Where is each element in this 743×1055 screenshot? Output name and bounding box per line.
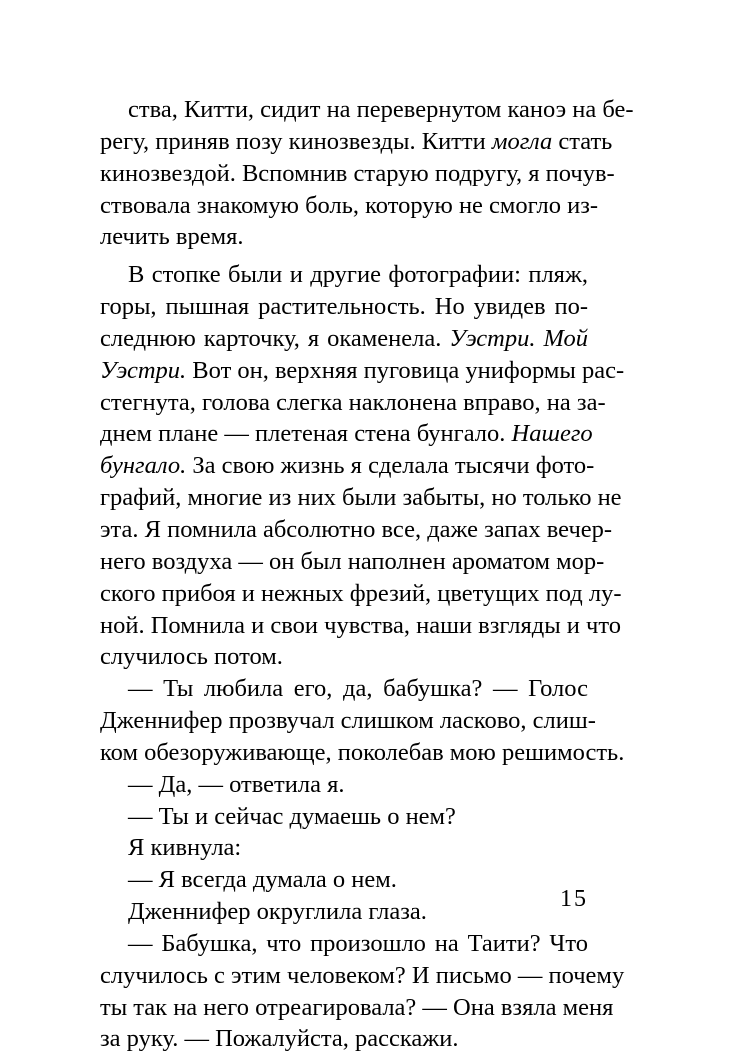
text-line	[100, 259, 588, 291]
text-run: В стопке были и другие фотографии: пляж,	[128, 261, 588, 289]
text-line	[100, 801, 588, 833]
text-line	[100, 864, 588, 896]
text-line	[100, 641, 588, 673]
text-run: графий, многие из них были забыты, но только не	[100, 484, 622, 512]
text-line	[100, 221, 588, 253]
text-run: случилось с этим человеком? И письмо — почему	[100, 961, 625, 989]
text-run: стать	[552, 127, 613, 155]
text-run: ствовала знакомую боль, которую не смогло из-	[100, 191, 599, 219]
text-run: горы, пышная растительность. Но увидев по-	[100, 293, 588, 321]
text-line	[100, 546, 605, 578]
text-line	[100, 832, 588, 864]
text-line	[100, 482, 622, 514]
text-line	[100, 514, 613, 546]
text-line	[100, 323, 588, 355]
text-run: За свою жизнь я сделала тысячи фото-	[186, 452, 595, 480]
text-line	[100, 610, 621, 642]
text-line	[100, 737, 625, 769]
text-run: Вот он, верхняя пуговица униформы рас-	[186, 356, 625, 384]
text-run: — Да, — ответила я.	[128, 770, 345, 798]
text-line	[100, 450, 595, 482]
text-line	[100, 190, 599, 222]
text-run: эта. Я помнила абсолютно все, даже запах вечер-	[100, 515, 613, 543]
paragraph	[100, 94, 634, 253]
text-run: Я кивнула:	[128, 834, 242, 862]
text-line	[100, 992, 614, 1024]
text-run: — Ты любила его, да, бабушка? — Голос	[128, 675, 588, 703]
paragraph	[100, 259, 625, 673]
paragraph	[100, 769, 588, 801]
text-run: случилось потом.	[100, 643, 283, 671]
body-text	[100, 94, 634, 1055]
italic-text: Нашего	[511, 420, 593, 448]
text-line	[100, 769, 588, 801]
text-line	[100, 578, 622, 610]
italic-text: Уэстри. Мой	[449, 324, 589, 352]
text-run: ком обезоруживающе, поколебав мою решимость.	[100, 738, 625, 766]
text-run: — Я всегда думала о нем.	[128, 866, 397, 894]
text-line	[100, 355, 625, 387]
italic-text: бунгало.	[100, 452, 187, 480]
italic-text: Уэстри.	[100, 356, 187, 384]
text-line	[100, 673, 588, 705]
text-run: следнюю карточку, я окаменела.	[100, 324, 450, 352]
paragraph	[100, 896, 588, 928]
text-run: Дженнифер прозвучал слишком ласково, слиш-	[100, 707, 596, 735]
text-run: ства, Китти, сидит на перевернутом каноэ на бе-	[128, 96, 634, 123]
text-line	[100, 94, 634, 126]
text-run: него воздуха — он был наполнен ароматом мор-	[100, 547, 605, 575]
paragraph	[100, 864, 588, 896]
text-line	[100, 158, 615, 190]
paragraph	[100, 928, 625, 1055]
text-run: регу, приняв позу кинозвезды. Китти	[100, 127, 492, 155]
paragraph	[100, 673, 625, 769]
text-line	[100, 387, 606, 419]
text-line	[100, 126, 613, 158]
paragraph	[100, 801, 588, 833]
text-run: ной. Помнила и свои чувства, наши взгляды и что	[100, 611, 621, 639]
text-run: за руку. — Пожалуйста, расскажи.	[100, 1025, 459, 1053]
text-run: — Бабушка, что произошло на Таити? Что	[128, 929, 588, 957]
text-run: Дженнифер округлила глаза.	[128, 898, 427, 926]
text-run: ты так на него отреагировала? — Она взяла меня	[100, 993, 614, 1021]
italic-text: могла	[491, 127, 553, 155]
text-run: — Ты и сейчас думаешь о нем?	[128, 802, 456, 830]
text-run: лечить время.	[100, 223, 244, 251]
text-line	[100, 291, 588, 323]
text-line	[100, 960, 625, 992]
text-line	[100, 1023, 588, 1055]
text-run: ского прибоя и нежных фрезий, цветущих под лу-	[100, 579, 622, 607]
paragraph	[100, 832, 588, 864]
text-line	[100, 418, 593, 450]
text-run: кинозвездой. Вспомнив старую подругу, я почув-	[100, 159, 615, 187]
page-number: 15	[560, 886, 588, 912]
text-run: стегнута, голова слегка наклонена вправо, на за-	[100, 388, 606, 416]
text-line	[100, 928, 588, 960]
text-line	[100, 705, 596, 737]
text-run: днем плане — плетеная стена бунгало.	[100, 420, 512, 448]
text-line	[100, 896, 588, 928]
